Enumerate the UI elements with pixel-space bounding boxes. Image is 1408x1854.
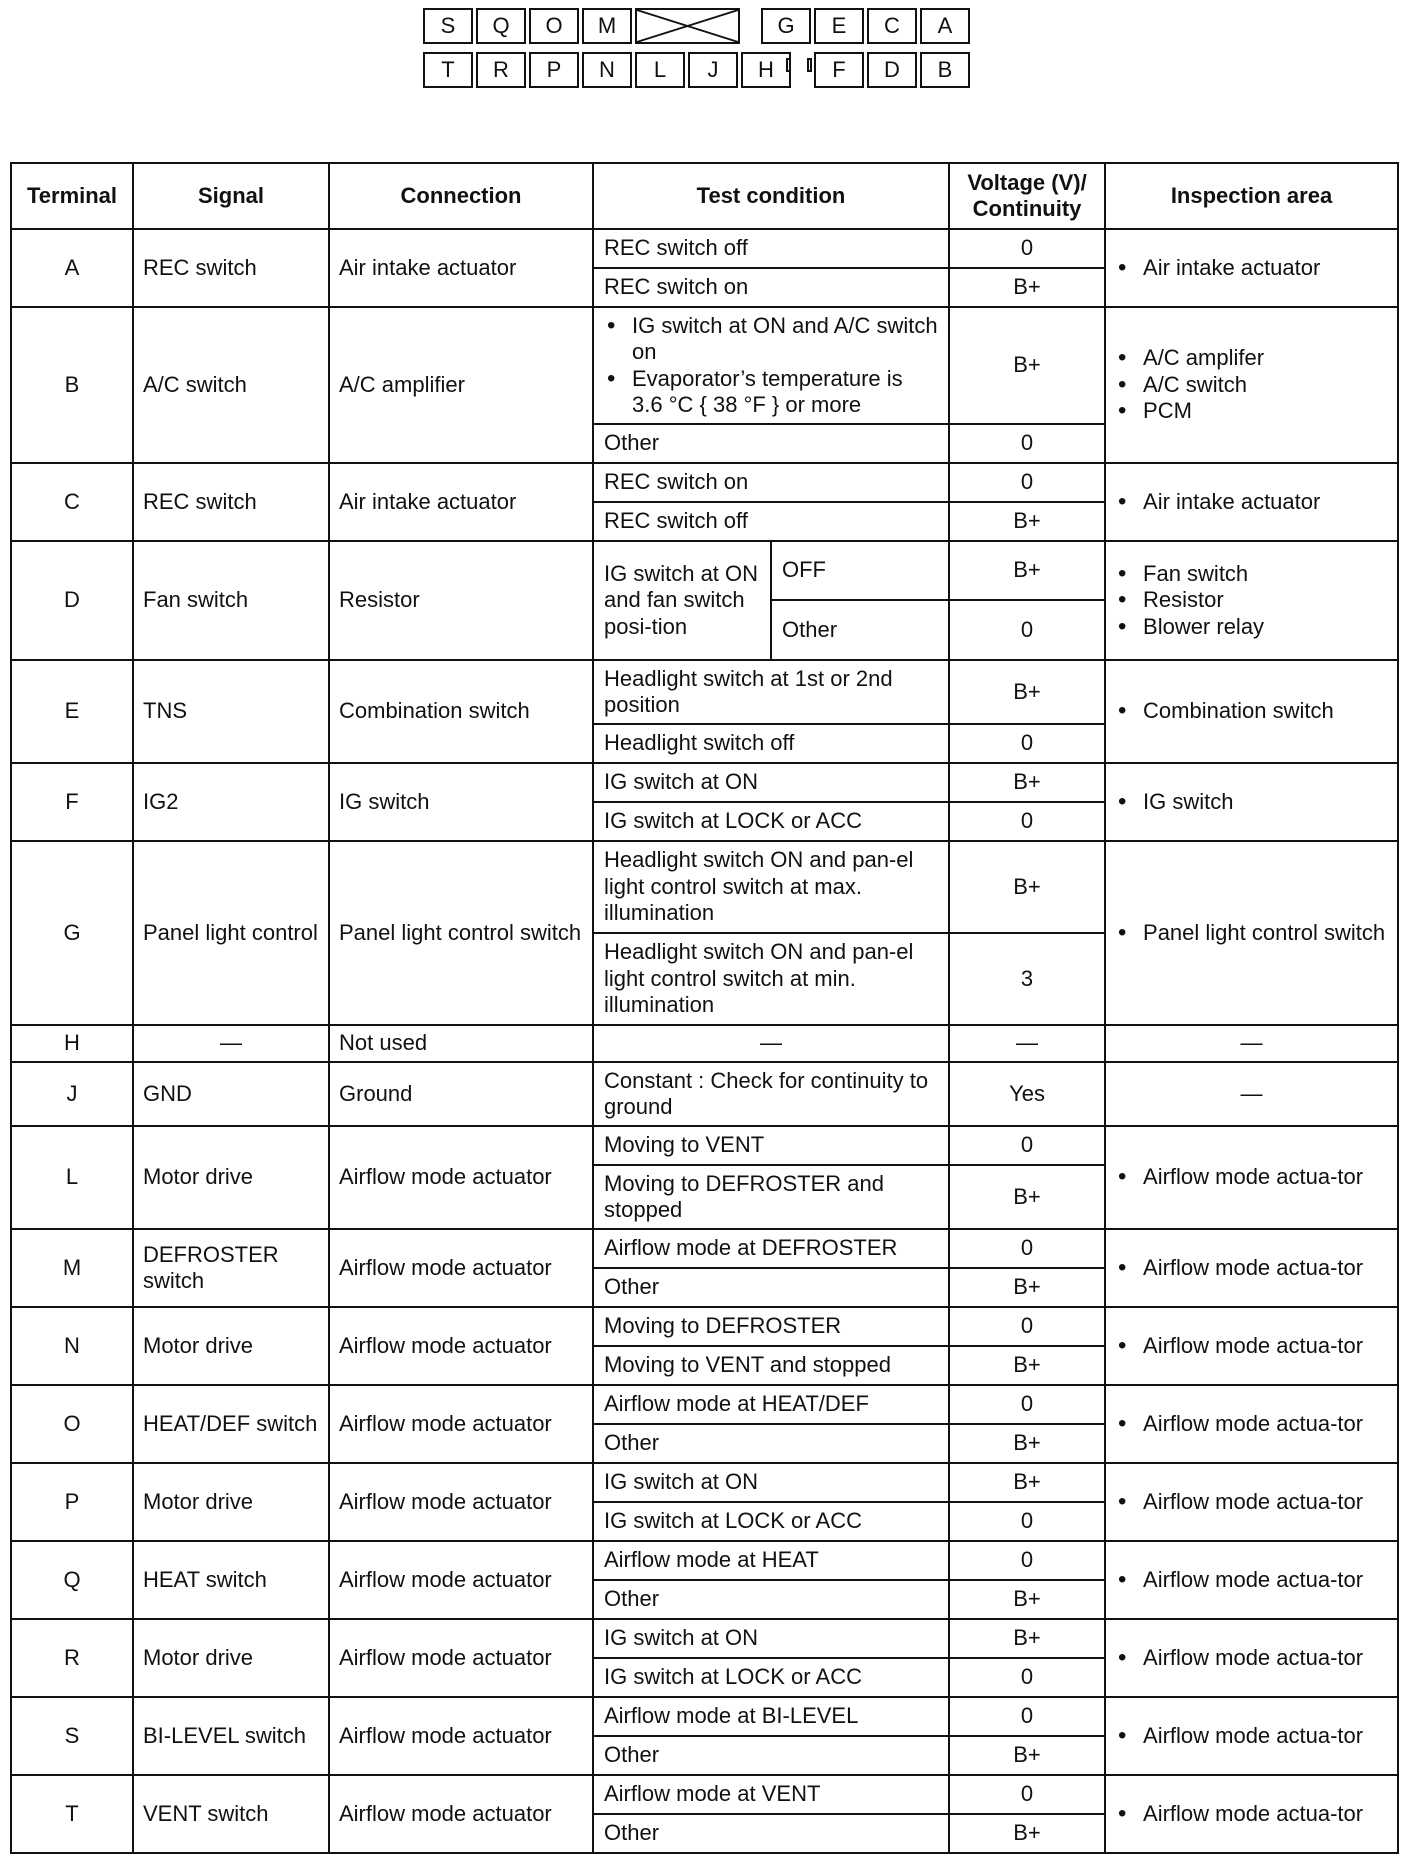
- signal-cell: GND: [133, 1062, 329, 1126]
- connector-pin: C: [867, 8, 917, 44]
- inspection-item: • Airflow mode actua-tor: [1115, 1255, 1388, 1281]
- terminal-inspection-table: [10, 162, 1399, 1854]
- voltage-cell: Yes: [949, 1062, 1105, 1126]
- connection-cell: Air intake actuator: [329, 229, 593, 307]
- inspection-item: • Airflow mode actua-tor: [1115, 1567, 1388, 1593]
- header-voltage-continuity: Voltage (V)/ Continuity: [949, 163, 1105, 229]
- table-row: [11, 1463, 1398, 1502]
- voltage-cell: 0: [949, 600, 1105, 660]
- connector-pin: S: [423, 8, 473, 44]
- voltage-cell: B+: [949, 307, 1105, 424]
- condition-cell: Constant : Check for continuity to ground: [593, 1062, 949, 1126]
- condition-cell: REC switch on: [593, 463, 949, 502]
- inspection-item: • Airflow mode actua-tor: [1115, 1723, 1388, 1749]
- condition-cell: Headlight switch off: [593, 724, 949, 763]
- terminal-cell: M: [11, 1229, 133, 1307]
- terminal-cell: S: [11, 1697, 133, 1775]
- inspection-cell: [1105, 541, 1398, 660]
- inspection-cell: —: [1105, 1025, 1398, 1062]
- signal-cell: Motor drive: [133, 1307, 329, 1385]
- table-row: [11, 1307, 1398, 1346]
- connector-pin: T: [423, 52, 473, 88]
- condition-cell: Headlight switch ON and pan-el light control switch at max. illumination: [593, 841, 949, 933]
- condition-cell: Headlight switch ON and pan-el light control switch at min. illumination: [593, 933, 949, 1025]
- sub-condition-cell: Other: [771, 600, 949, 660]
- voltage-cell: B+: [949, 1580, 1105, 1619]
- signal-cell: VENT switch: [133, 1775, 329, 1853]
- header-terminal: Terminal: [11, 163, 133, 229]
- signal-cell: REC switch: [133, 463, 329, 541]
- terminal-cell: R: [11, 1619, 133, 1697]
- inspection-item: • Air intake actuator: [1115, 489, 1388, 515]
- connection-cell: Airflow mode actuator: [329, 1775, 593, 1853]
- voltage-cell: 0: [949, 1775, 1105, 1814]
- condition-cell: Moving to VENT and stopped: [593, 1346, 949, 1385]
- terminal-cell: L: [11, 1126, 133, 1229]
- terminal-cell: E: [11, 660, 133, 763]
- inspection-item: • Airflow mode actua-tor: [1115, 1411, 1388, 1437]
- condition-cell: REC switch on: [593, 268, 949, 307]
- connector-diagram: [423, 8, 969, 88]
- table-row: [11, 541, 1398, 600]
- voltage-cell: B+: [949, 763, 1105, 802]
- terminal-cell: B: [11, 307, 133, 463]
- connector-pin: D: [867, 52, 917, 88]
- condition-cell: IG switch at LOCK or ACC: [593, 1658, 949, 1697]
- table-row: [11, 1229, 1398, 1268]
- connector-key-notch: [786, 58, 791, 72]
- voltage-cell: 0: [949, 1541, 1105, 1580]
- inspection-item: • Airflow mode actua-tor: [1115, 1489, 1388, 1515]
- inspection-cell: [1105, 1775, 1398, 1853]
- table-row: [11, 1619, 1398, 1658]
- condition-cell: Other: [593, 1424, 949, 1463]
- signal-cell: A/C switch: [133, 307, 329, 463]
- condition-item: • Evaporator’s temperature is 3.6 °C { 38 °F } or more: [604, 366, 938, 419]
- condition-cell: Airflow mode at HEAT/DEF: [593, 1385, 949, 1424]
- inspection-item: • Combination switch: [1115, 698, 1388, 724]
- voltage-cell: 0: [949, 1126, 1105, 1165]
- voltage-cell: 0: [949, 424, 1105, 463]
- terminal-cell: P: [11, 1463, 133, 1541]
- condition-cell: Other: [593, 424, 949, 463]
- condition-cell: Airflow mode at VENT: [593, 1775, 949, 1814]
- connector-pin: J: [688, 52, 738, 88]
- signal-cell: Panel light control: [133, 841, 329, 1025]
- signal-cell: HEAT/DEF switch: [133, 1385, 329, 1463]
- voltage-cell: 0: [949, 1385, 1105, 1424]
- voltage-cell: 0: [949, 463, 1105, 502]
- terminal-cell: C: [11, 463, 133, 541]
- terminal-cell: H: [11, 1025, 133, 1062]
- connector-pin: P: [529, 52, 579, 88]
- connection-cell: Airflow mode actuator: [329, 1541, 593, 1619]
- signal-cell: BI-LEVEL switch: [133, 1697, 329, 1775]
- voltage-cell: B+: [949, 1463, 1105, 1502]
- connector-pin: N: [582, 52, 632, 88]
- header-signal: Signal: [133, 163, 329, 229]
- connector-pin: O: [529, 8, 579, 44]
- connector-pin: E: [814, 8, 864, 44]
- voltage-cell: B+: [949, 1619, 1105, 1658]
- connection-cell: Resistor: [329, 541, 593, 660]
- inspection-item: • Air intake actuator: [1115, 255, 1388, 281]
- inspection-cell: [1105, 763, 1398, 841]
- connection-cell: Airflow mode actuator: [329, 1126, 593, 1229]
- inspection-cell: [1105, 1126, 1398, 1229]
- condition-cell: Other: [593, 1580, 949, 1619]
- connector-pin: A: [920, 8, 970, 44]
- voltage-cell: 0: [949, 1502, 1105, 1541]
- inspection-item: • Airflow mode actua-tor: [1115, 1645, 1388, 1671]
- connection-cell: A/C amplifier: [329, 307, 593, 463]
- condition-cell: Airflow mode at BI-LEVEL: [593, 1697, 949, 1736]
- signal-cell: TNS: [133, 660, 329, 763]
- connection-cell: Airflow mode actuator: [329, 1385, 593, 1463]
- terminal-cell: Q: [11, 1541, 133, 1619]
- inspection-cell: —: [1105, 1062, 1398, 1126]
- inspection-item: • Airflow mode actua-tor: [1115, 1333, 1388, 1359]
- inspection-cell: [1105, 1619, 1398, 1697]
- condition-cell: REC switch off: [593, 229, 949, 268]
- condition-cell: Other: [593, 1814, 949, 1853]
- table-row: [11, 763, 1398, 802]
- voltage-cell: 0: [949, 1697, 1105, 1736]
- table-row: [11, 841, 1398, 933]
- empty-cavity-cross-icon: [635, 8, 740, 44]
- connector-pin: Q: [476, 8, 526, 44]
- inspection-item: • IG switch: [1115, 789, 1388, 815]
- table-header-row: [11, 163, 1398, 229]
- voltage-cell: B+: [949, 1736, 1105, 1775]
- terminal-cell: A: [11, 229, 133, 307]
- inspection-cell: [1105, 1229, 1398, 1307]
- inspection-cell: [1105, 1463, 1398, 1541]
- inspection-item: • Panel light control switch: [1115, 920, 1388, 946]
- table-row: [11, 1126, 1398, 1165]
- voltage-cell: B+: [949, 1814, 1105, 1853]
- signal-cell: Motor drive: [133, 1619, 329, 1697]
- condition-cell: Headlight switch at 1st or 2nd position: [593, 660, 949, 724]
- voltage-cell: B+: [949, 1268, 1105, 1307]
- inspection-item: • Resistor: [1115, 587, 1388, 613]
- connector-pin: R: [476, 52, 526, 88]
- connection-cell: IG switch: [329, 763, 593, 841]
- inspection-cell: [1105, 463, 1398, 541]
- signal-cell: DEFROSTER switch: [133, 1229, 329, 1307]
- voltage-cell: B+: [949, 660, 1105, 724]
- terminal-cell: T: [11, 1775, 133, 1853]
- connector-pin: M: [582, 8, 632, 44]
- signal-cell: HEAT switch: [133, 1541, 329, 1619]
- condition-cell: IG switch at ON: [593, 1619, 949, 1658]
- voltage-cell: 0: [949, 1229, 1105, 1268]
- condition-cell: Airflow mode at HEAT: [593, 1541, 949, 1580]
- voltage-cell: 0: [949, 802, 1105, 841]
- condition-cell: —: [593, 1025, 949, 1062]
- inspection-item: • PCM: [1115, 398, 1388, 424]
- condition-cell: Moving to DEFROSTER and stopped: [593, 1165, 949, 1229]
- terminal-cell: F: [11, 763, 133, 841]
- inspection-item: • Airflow mode actua-tor: [1115, 1801, 1388, 1827]
- table-row: [11, 307, 1398, 424]
- terminal-cell: G: [11, 841, 133, 1025]
- connector-pin: G: [761, 8, 811, 44]
- table-row: [11, 1062, 1398, 1126]
- connector-pin: L: [635, 52, 685, 88]
- condition-cell: IG switch at LOCK or ACC: [593, 1502, 949, 1541]
- inspection-cell: [1105, 660, 1398, 763]
- condition-cell: Moving to VENT: [593, 1126, 949, 1165]
- terminal-cell: D: [11, 541, 133, 660]
- table-row: [11, 1541, 1398, 1580]
- signal-cell: IG2: [133, 763, 329, 841]
- terminal-cell: N: [11, 1307, 133, 1385]
- inspection-item: • A/C amplifer: [1115, 345, 1388, 371]
- voltage-cell: B+: [949, 1424, 1105, 1463]
- voltage-cell: B+: [949, 268, 1105, 307]
- terminal-cell: O: [11, 1385, 133, 1463]
- connector-pin: F: [814, 52, 864, 88]
- connector-key-notch: [807, 58, 812, 72]
- condition-cell: Airflow mode at DEFROSTER: [593, 1229, 949, 1268]
- condition-cell: IG switch at LOCK or ACC: [593, 802, 949, 841]
- voltage-cell: 0: [949, 1658, 1105, 1697]
- inspection-cell: [1105, 307, 1398, 463]
- voltage-cell: 0: [949, 724, 1105, 763]
- connection-cell: Combination switch: [329, 660, 593, 763]
- voltage-cell: B+: [949, 1165, 1105, 1229]
- connection-cell: Airflow mode actuator: [329, 1307, 593, 1385]
- signal-cell: —: [133, 1025, 329, 1062]
- header-test-condition: Test condition: [593, 163, 949, 229]
- condition-cell: IG switch at ON and fan switch posi-tion: [593, 541, 771, 660]
- inspection-cell: [1105, 841, 1398, 1025]
- inspection-item: • Fan switch: [1115, 561, 1388, 587]
- inspection-cell: [1105, 1541, 1398, 1619]
- inspection-cell: [1105, 1697, 1398, 1775]
- table-row: [11, 1775, 1398, 1814]
- connection-cell: Ground: [329, 1062, 593, 1126]
- header-inspection-area: Inspection area: [1105, 163, 1398, 229]
- condition-cell: Moving to DEFROSTER: [593, 1307, 949, 1346]
- voltage-cell: —: [949, 1025, 1105, 1062]
- table-row: [11, 1025, 1398, 1062]
- signal-cell: REC switch: [133, 229, 329, 307]
- terminal-cell: J: [11, 1062, 133, 1126]
- signal-cell: Motor drive: [133, 1126, 329, 1229]
- inspection-cell: [1105, 229, 1398, 307]
- inspection-cell: [1105, 1307, 1398, 1385]
- connection-cell: Airflow mode actuator: [329, 1463, 593, 1541]
- voltage-cell: 0: [949, 1307, 1105, 1346]
- condition-cell: IG switch at ON: [593, 1463, 949, 1502]
- sub-condition-cell: OFF: [771, 541, 949, 600]
- table-row: [11, 229, 1398, 268]
- connector-pin: B: [920, 52, 970, 88]
- inspection-cell: [1105, 1385, 1398, 1463]
- signal-cell: Fan switch: [133, 541, 329, 660]
- condition-cell: IG switch at ON: [593, 763, 949, 802]
- condition-cell: [593, 307, 949, 424]
- condition-cell: Other: [593, 1736, 949, 1775]
- connection-cell: Airflow mode actuator: [329, 1229, 593, 1307]
- header-connection: Connection: [329, 163, 593, 229]
- condition-item: • IG switch at ON and A/C switch on: [604, 313, 938, 366]
- table-row: [11, 1697, 1398, 1736]
- connection-cell: Not used: [329, 1025, 593, 1062]
- connection-cell: Air intake actuator: [329, 463, 593, 541]
- connector-pin: H: [741, 52, 791, 88]
- voltage-cell: B+: [949, 841, 1105, 933]
- condition-cell: Other: [593, 1268, 949, 1307]
- voltage-cell: B+: [949, 1346, 1105, 1385]
- table-row: [11, 1385, 1398, 1424]
- connection-cell: Airflow mode actuator: [329, 1619, 593, 1697]
- inspection-item: • A/C switch: [1115, 372, 1388, 398]
- inspection-item: • Airflow mode actua-tor: [1115, 1164, 1388, 1190]
- voltage-cell: 3: [949, 933, 1105, 1025]
- condition-cell: REC switch off: [593, 502, 949, 541]
- voltage-cell: B+: [949, 502, 1105, 541]
- connection-cell: Panel light control switch: [329, 841, 593, 1025]
- table-row: [11, 463, 1398, 502]
- voltage-cell: B+: [949, 541, 1105, 600]
- inspection-item: • Blower relay: [1115, 614, 1388, 640]
- signal-cell: Motor drive: [133, 1463, 329, 1541]
- table-row: [11, 660, 1398, 724]
- voltage-cell: 0: [949, 229, 1105, 268]
- connection-cell: Airflow mode actuator: [329, 1697, 593, 1775]
